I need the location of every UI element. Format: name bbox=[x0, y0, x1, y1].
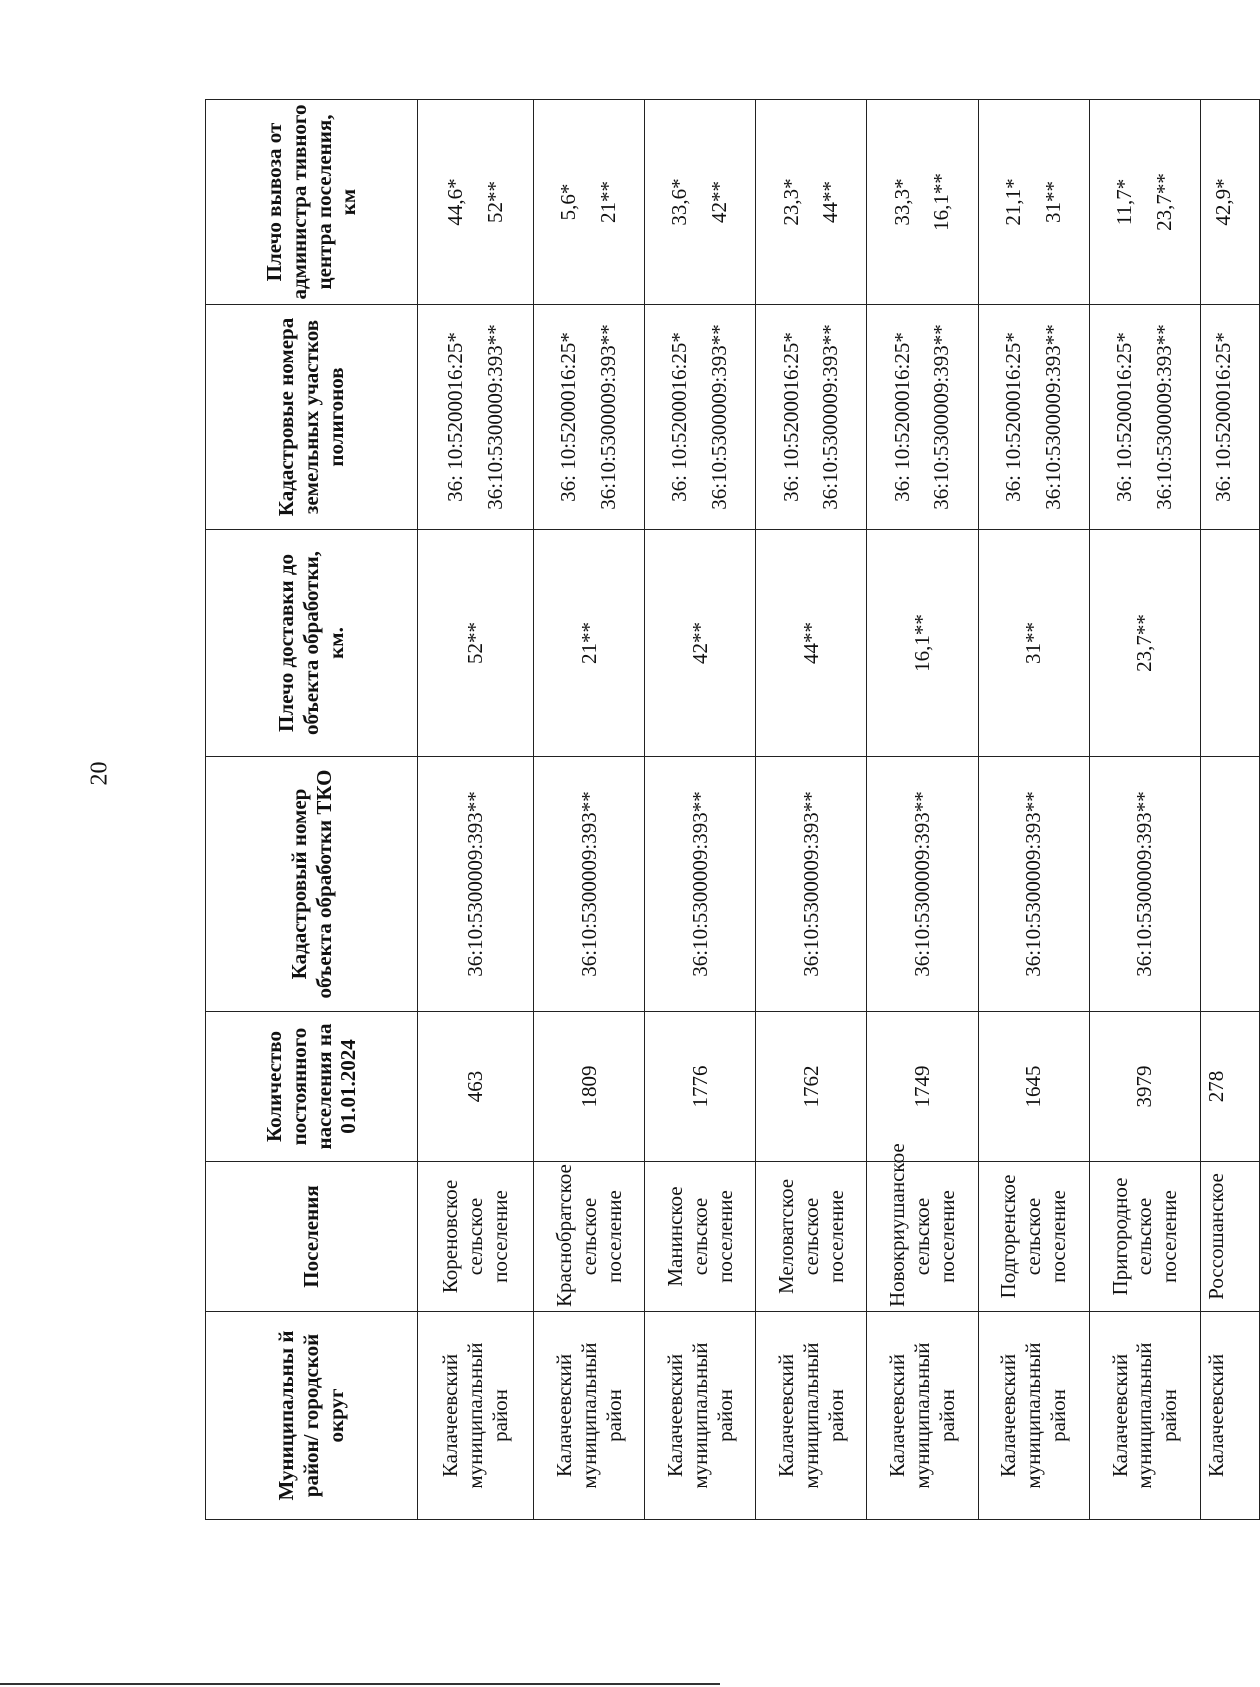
population-value: 278 bbox=[1203, 1070, 1228, 1103]
cadastral-land-cell bbox=[1200, 305, 1259, 530]
haul-distance-value: 33,3* bbox=[889, 178, 914, 226]
haul-distance-cell bbox=[418, 100, 534, 305]
haul-distance-value: 42** bbox=[707, 181, 732, 223]
haul-distance-cell bbox=[978, 100, 1089, 305]
cadastral-land-value: 36:10:5300009:393** bbox=[707, 324, 732, 510]
cadastral-object-cell bbox=[756, 757, 867, 1012]
cadastral-land-value: 36: 10:5200016:25* bbox=[556, 332, 581, 502]
cadastral-object-value: 36:10:5300009:393** bbox=[910, 791, 935, 977]
population-value: 1762 bbox=[799, 1065, 823, 1108]
settlement-cell bbox=[756, 1162, 867, 1312]
settlement-cell bbox=[1200, 1162, 1259, 1312]
haul-distance-cell bbox=[645, 100, 756, 305]
population-value: 1749 bbox=[910, 1065, 935, 1108]
population-value: 463 bbox=[463, 1070, 488, 1103]
header-cadastral-land: Кадастровые номера земельных участков полигонов bbox=[206, 305, 418, 530]
cadastral-land-cell bbox=[645, 305, 756, 530]
header-settlement: Поселения bbox=[206, 1162, 418, 1312]
cadastral-land-value: 36:10:5300009:393** bbox=[1040, 324, 1065, 510]
cadastral-object-cell bbox=[978, 757, 1089, 1012]
district-cell bbox=[1089, 1312, 1200, 1520]
cadastral-object-cell bbox=[867, 757, 978, 1012]
district-value: Калачеевский муниципальный район bbox=[885, 1342, 959, 1489]
header-haul-distance: Плечо вывоза от администра тивного центра поселения, км bbox=[206, 100, 418, 305]
district-cell bbox=[534, 1312, 645, 1520]
haul-distance-value: 52** bbox=[482, 181, 507, 223]
cadastral-land-value: 36: 10:5200016:25* bbox=[889, 332, 914, 502]
cadastral-land-value: 36: 10:5200016:25* bbox=[778, 332, 803, 502]
table-row bbox=[418, 100, 534, 1520]
cadastral-object-value: 36:10:5300009:393** bbox=[1021, 791, 1046, 977]
haul-distance-value: 23,3* bbox=[778, 178, 803, 226]
table-row bbox=[756, 100, 867, 1520]
delivery-distance-value: 23,7** bbox=[1132, 614, 1157, 672]
haul-distance-cell bbox=[756, 100, 867, 305]
cadastral-object-cell bbox=[1089, 757, 1200, 1012]
delivery-distance-cell bbox=[534, 530, 645, 757]
settlement-value: Меловатское сельское поселение bbox=[774, 1178, 848, 1295]
haul-distance-value: 42,9* bbox=[1210, 178, 1235, 226]
population-value: 1809 bbox=[576, 1065, 601, 1108]
table-row bbox=[534, 100, 645, 1520]
delivery-distance-value: 31** bbox=[1021, 622, 1046, 664]
haul-distance-cell bbox=[1200, 100, 1259, 305]
population-cell bbox=[978, 1012, 1089, 1162]
population-value: 1645 bbox=[1021, 1065, 1046, 1108]
population-cell bbox=[756, 1012, 867, 1162]
cadastral-object-cell bbox=[645, 757, 756, 1012]
settlement-value: Новокриушанское сельское поселение bbox=[885, 1143, 959, 1307]
district-value: Калачеевский муниципальный район bbox=[1107, 1342, 1182, 1489]
haul-distance-value: 11,7* bbox=[1111, 178, 1136, 226]
delivery-distance-cell bbox=[978, 530, 1089, 757]
header-district: Муниципальны й район/ городской округ bbox=[206, 1312, 418, 1520]
settlement-value: Кореновское сельское поселение bbox=[438, 1179, 512, 1294]
district-value: Калачеевский муниципальный район bbox=[552, 1342, 626, 1489]
haul-distance-value: 31** bbox=[1040, 181, 1065, 223]
cadastral-object-value: 36:10:5300009:393** bbox=[799, 791, 823, 977]
cadastral-land-value: 36: 10:5200016:25* bbox=[1111, 332, 1136, 502]
settlement-value: Россошанское bbox=[1203, 1173, 1228, 1300]
cadastral-object-value: 36:10:5300009:393** bbox=[463, 791, 488, 977]
cadastral-land-cell bbox=[1089, 305, 1200, 530]
table-row bbox=[645, 100, 756, 1520]
settlement-cell bbox=[534, 1162, 645, 1312]
population-cell bbox=[418, 1012, 534, 1162]
delivery-distance-cell bbox=[1089, 530, 1200, 757]
district-cell bbox=[867, 1312, 978, 1520]
cadastral-land-cell bbox=[978, 305, 1089, 530]
haul-distance-value: 44** bbox=[818, 181, 843, 223]
settlement-cell bbox=[978, 1162, 1089, 1312]
cadastral-land-value: 36: 10:5200016:25* bbox=[442, 332, 467, 502]
delivery-distance-value: 42** bbox=[687, 622, 712, 664]
haul-distance-value: 23,7** bbox=[1151, 173, 1176, 231]
cadastral-land-value: 36: 10:5200016:25* bbox=[1210, 332, 1235, 502]
table-container bbox=[205, 100, 1260, 1520]
settlement-cell bbox=[645, 1162, 756, 1312]
haul-distance-value: 21,1* bbox=[1000, 178, 1025, 226]
cadastral-land-value: 36:10:5300009:393** bbox=[482, 324, 507, 510]
cadastral-object-cell bbox=[534, 757, 645, 1012]
district-cell bbox=[418, 1312, 534, 1520]
population-cell bbox=[867, 1012, 978, 1162]
cadastral-object-value: 36:10:5300009:393** bbox=[1132, 791, 1157, 977]
delivery-distance-value: 44** bbox=[799, 622, 823, 664]
cadastral-land-value: 36:10:5300009:393** bbox=[929, 324, 954, 510]
delivery-distance-value: 52** bbox=[463, 622, 488, 664]
district-value: Калачеевский муниципальный район bbox=[774, 1342, 848, 1489]
delivery-distance-value: 21** bbox=[576, 622, 601, 664]
population-cell bbox=[1089, 1012, 1200, 1162]
district-cell bbox=[645, 1312, 756, 1520]
district-value: Калачеевский муниципальный район bbox=[663, 1342, 737, 1489]
cadastral-land-cell bbox=[534, 305, 645, 530]
district-value: Калачеевский муниципальный район bbox=[996, 1342, 1070, 1489]
settlement-value: Манинское сельское поселение bbox=[663, 1186, 737, 1287]
scan-edge-line bbox=[0, 1683, 720, 1685]
header-cadastral-object: Кадастровый номер объекта обработки ТКО bbox=[206, 757, 418, 1012]
cadastral-land-cell bbox=[418, 305, 534, 530]
haul-distance-cell bbox=[1089, 100, 1200, 305]
cadastral-land-value: 36: 10:5200016:25* bbox=[667, 332, 692, 502]
district-cell bbox=[1200, 1312, 1259, 1520]
haul-distance-cell bbox=[534, 100, 645, 305]
population-value: 1776 bbox=[687, 1065, 712, 1108]
cadastral-land-value: 36:10:5300009:393** bbox=[1151, 324, 1176, 510]
population-cell bbox=[645, 1012, 756, 1162]
cadastral-object-cell bbox=[1200, 757, 1259, 1012]
cadastral-object-value: 36:10:5300009:393** bbox=[576, 791, 601, 977]
delivery-distance-value: 16,1** bbox=[910, 614, 935, 672]
cadastral-land-cell bbox=[867, 305, 978, 530]
table-header-row bbox=[206, 100, 418, 1520]
cadastral-land-value: 36: 10:5200016:25* bbox=[1000, 332, 1025, 502]
settlement-cell bbox=[867, 1143, 978, 1312]
cadastral-land-value: 36:10:5300009:393** bbox=[818, 324, 843, 510]
settlement-cell bbox=[1089, 1162, 1200, 1312]
settlement-cell bbox=[418, 1162, 534, 1312]
population-value: 3979 bbox=[1132, 1065, 1157, 1108]
settlement-value: Краснобратское сельское поселение bbox=[552, 1164, 626, 1307]
cadastral-land-cell bbox=[756, 305, 867, 530]
haul-distance-value: 44,6* bbox=[442, 178, 467, 226]
delivery-distance-cell bbox=[1200, 530, 1259, 757]
delivery-distance-cell bbox=[756, 530, 867, 757]
cadastral-object-cell bbox=[418, 757, 534, 1012]
header-population: Количество постоянного населения на 01.01.2024 bbox=[206, 1012, 418, 1162]
population-cell bbox=[534, 1012, 645, 1162]
table-row bbox=[978, 100, 1089, 1520]
haul-distance-value: 5,6* bbox=[556, 183, 581, 221]
district-cell bbox=[756, 1312, 867, 1520]
page-number: 20 bbox=[86, 761, 113, 786]
delivery-distance-cell bbox=[418, 530, 534, 757]
district-value: Калачеевский муниципальный район bbox=[438, 1342, 512, 1489]
delivery-distance-cell bbox=[867, 530, 978, 757]
table-row bbox=[867, 100, 978, 1520]
cadastral-object-value: 36:10:5300009:393** bbox=[687, 791, 712, 977]
haul-distance-value: 21** bbox=[596, 181, 621, 223]
settlement-value: Подгоренское сельское поселение bbox=[996, 1174, 1070, 1299]
haul-distance-value: 33,6* bbox=[667, 178, 692, 226]
district-cell bbox=[978, 1312, 1089, 1520]
header-delivery-distance: Плечо доставки до объекта обработки, км. bbox=[206, 530, 418, 757]
tko-routes-table bbox=[205, 99, 1260, 1520]
table-row bbox=[1089, 100, 1200, 1520]
delivery-distance-cell bbox=[645, 530, 756, 757]
district-value: Калачеевский bbox=[1203, 1353, 1228, 1478]
cadastral-land-value: 36:10:5300009:393** bbox=[596, 324, 621, 510]
population-cell bbox=[1200, 1012, 1259, 1162]
haul-distance-cell bbox=[867, 100, 978, 305]
haul-distance-value: 16,1** bbox=[929, 173, 954, 231]
settlement-value: Пригородное сельское поселение bbox=[1107, 1177, 1182, 1296]
table-row bbox=[1200, 100, 1259, 1520]
